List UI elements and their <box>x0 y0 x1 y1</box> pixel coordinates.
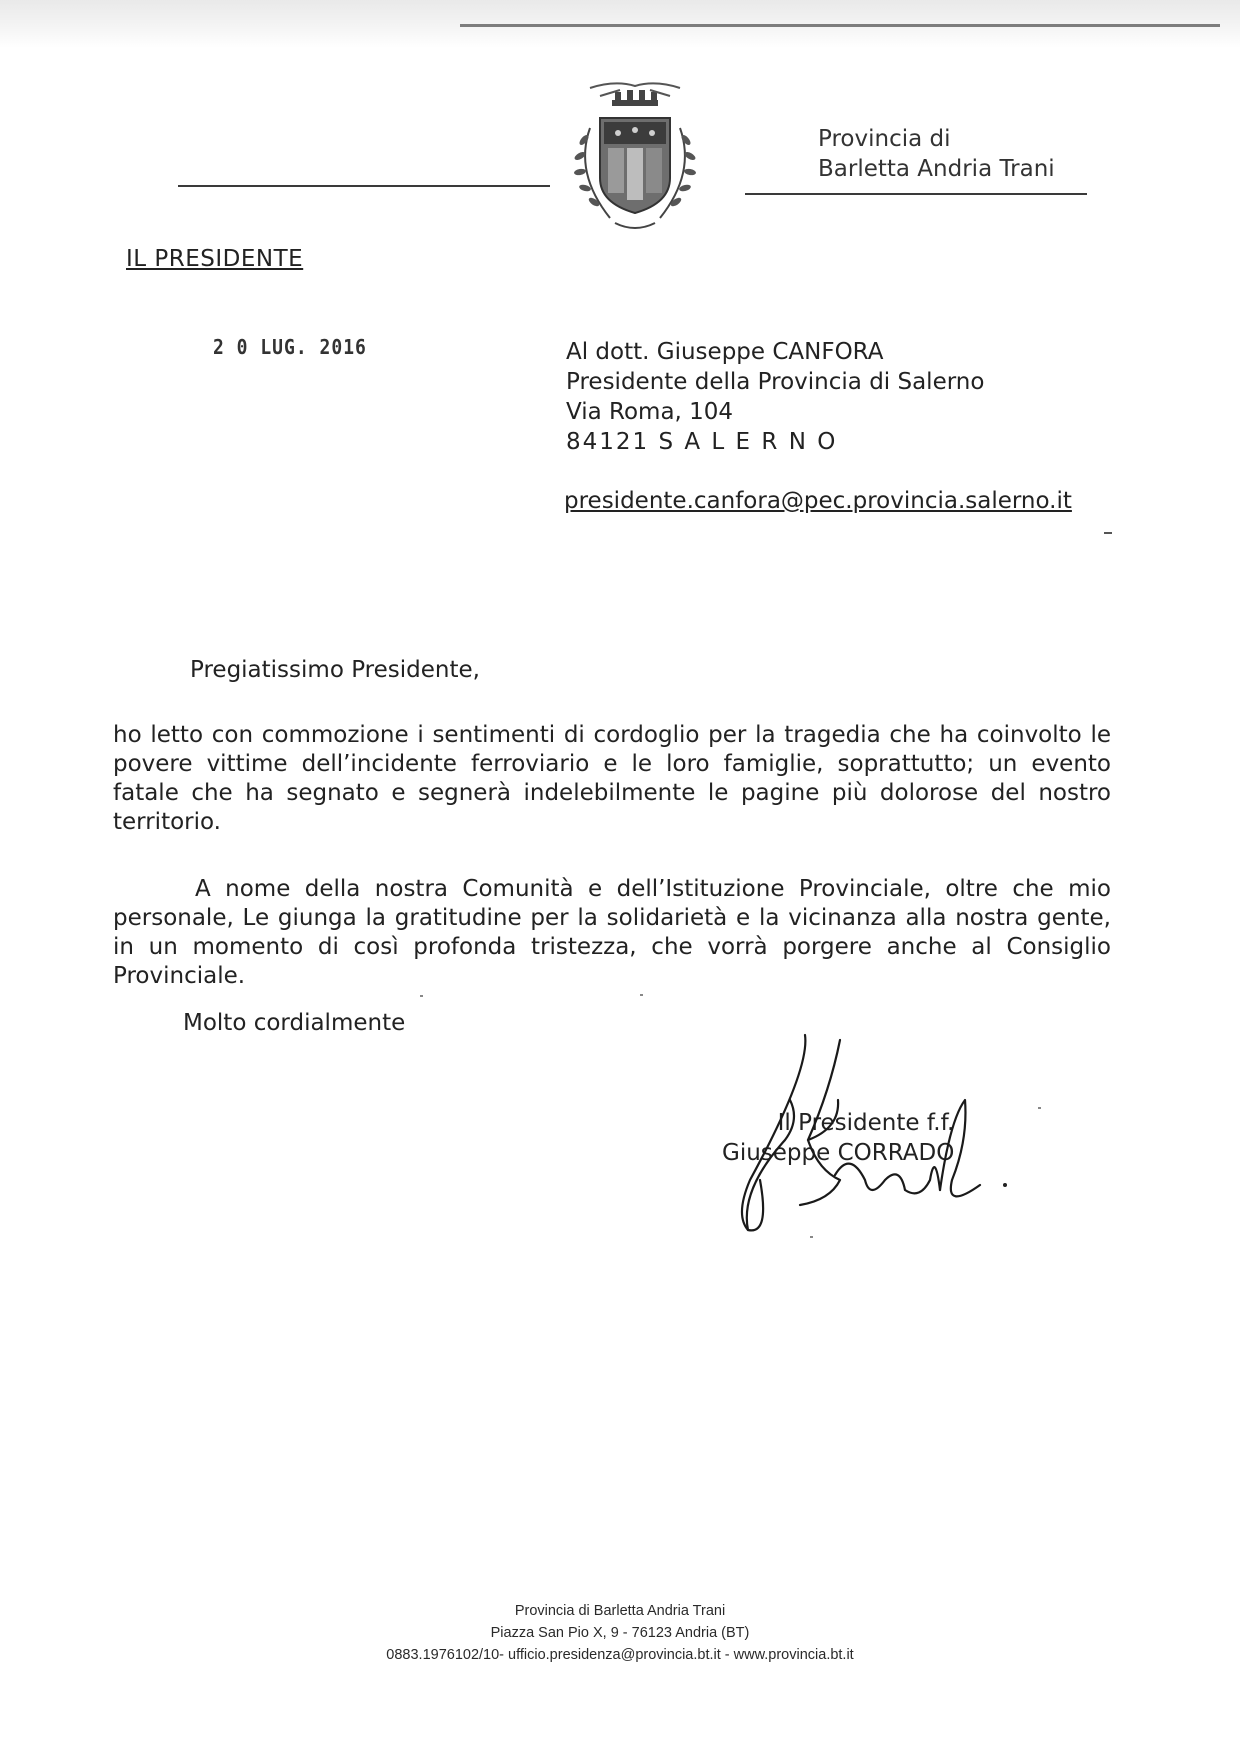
signer-name: Giuseppe CORRADO <box>722 1140 955 1166</box>
scan-artifact-line <box>460 24 1220 27</box>
letterhead-rule-right <box>745 193 1087 195</box>
province-name-line1: Provincia di <box>818 126 951 152</box>
salutation: Pregiatissimo Presidente, <box>190 657 480 683</box>
footer-address: Piazza San Pio X, 9 - 76123 Andria (BT) <box>490 1625 750 1641</box>
scan-speck <box>420 995 423 997</box>
scan-speck <box>1038 1107 1041 1109</box>
province-coat-of-arms-icon <box>560 78 710 238</box>
recipient-city: 84121 S A L E R N O <box>566 429 838 455</box>
recipient-street: Via Roma, 104 <box>566 399 734 425</box>
letter-footer <box>0 1600 1240 1666</box>
recipient-role: Presidente della Provincia di Salerno <box>566 369 985 395</box>
letterhead-rule-left <box>178 185 550 187</box>
sender-title: IL PRESIDENTE <box>126 246 304 272</box>
recipient-address-block <box>566 337 984 457</box>
body-paragraph-1: ho letto con commozione i sentimenti di cordoglio per la tragedia che ha coinvolto le povere vittime dell’incidente ferroviario e le loro famiglie, soprattutto; un evento fatale che ha segnato e segnerà indelebilmente le pagine più dolorose del nostro territorio. <box>113 722 1111 835</box>
recipient-pec-email: presidente.canfora@pec.provincia.salerno.it <box>564 488 1072 514</box>
handwritten-signature <box>690 1030 1030 1250</box>
scan-speck <box>810 1236 813 1238</box>
province-name-line2: Barletta Andria Trani <box>818 156 1055 182</box>
date-stamp: 2 0 LUG. 2016 <box>213 335 367 360</box>
footer-organization: Provincia di Barletta Andria Trani <box>514 1603 726 1619</box>
signer-role: Il Presidente f.f. <box>777 1110 955 1136</box>
scan-mark <box>1104 532 1112 534</box>
province-name <box>818 124 1055 184</box>
recipient-name: Al dott. Giuseppe CANFORA <box>566 339 884 365</box>
closing-phrase: Molto cordialmente <box>183 1010 406 1036</box>
scan-speck <box>640 994 643 996</box>
body-paragraph-2: A nome della nostra Comunità e dell’Istituzione Provinciale, oltre che mio personale, Le giunga la gratitudine per la solidarietà e la vicinanza alla nostra gente, in un momento di così profonda tristezza, che vorrà porgere anche al Consiglio Provinciale. <box>113 876 1111 989</box>
footer-contacts: 0883.1976102/10- ufficio.presidenza@provincia.bt.it - www.provincia.bt.it <box>386 1647 854 1663</box>
